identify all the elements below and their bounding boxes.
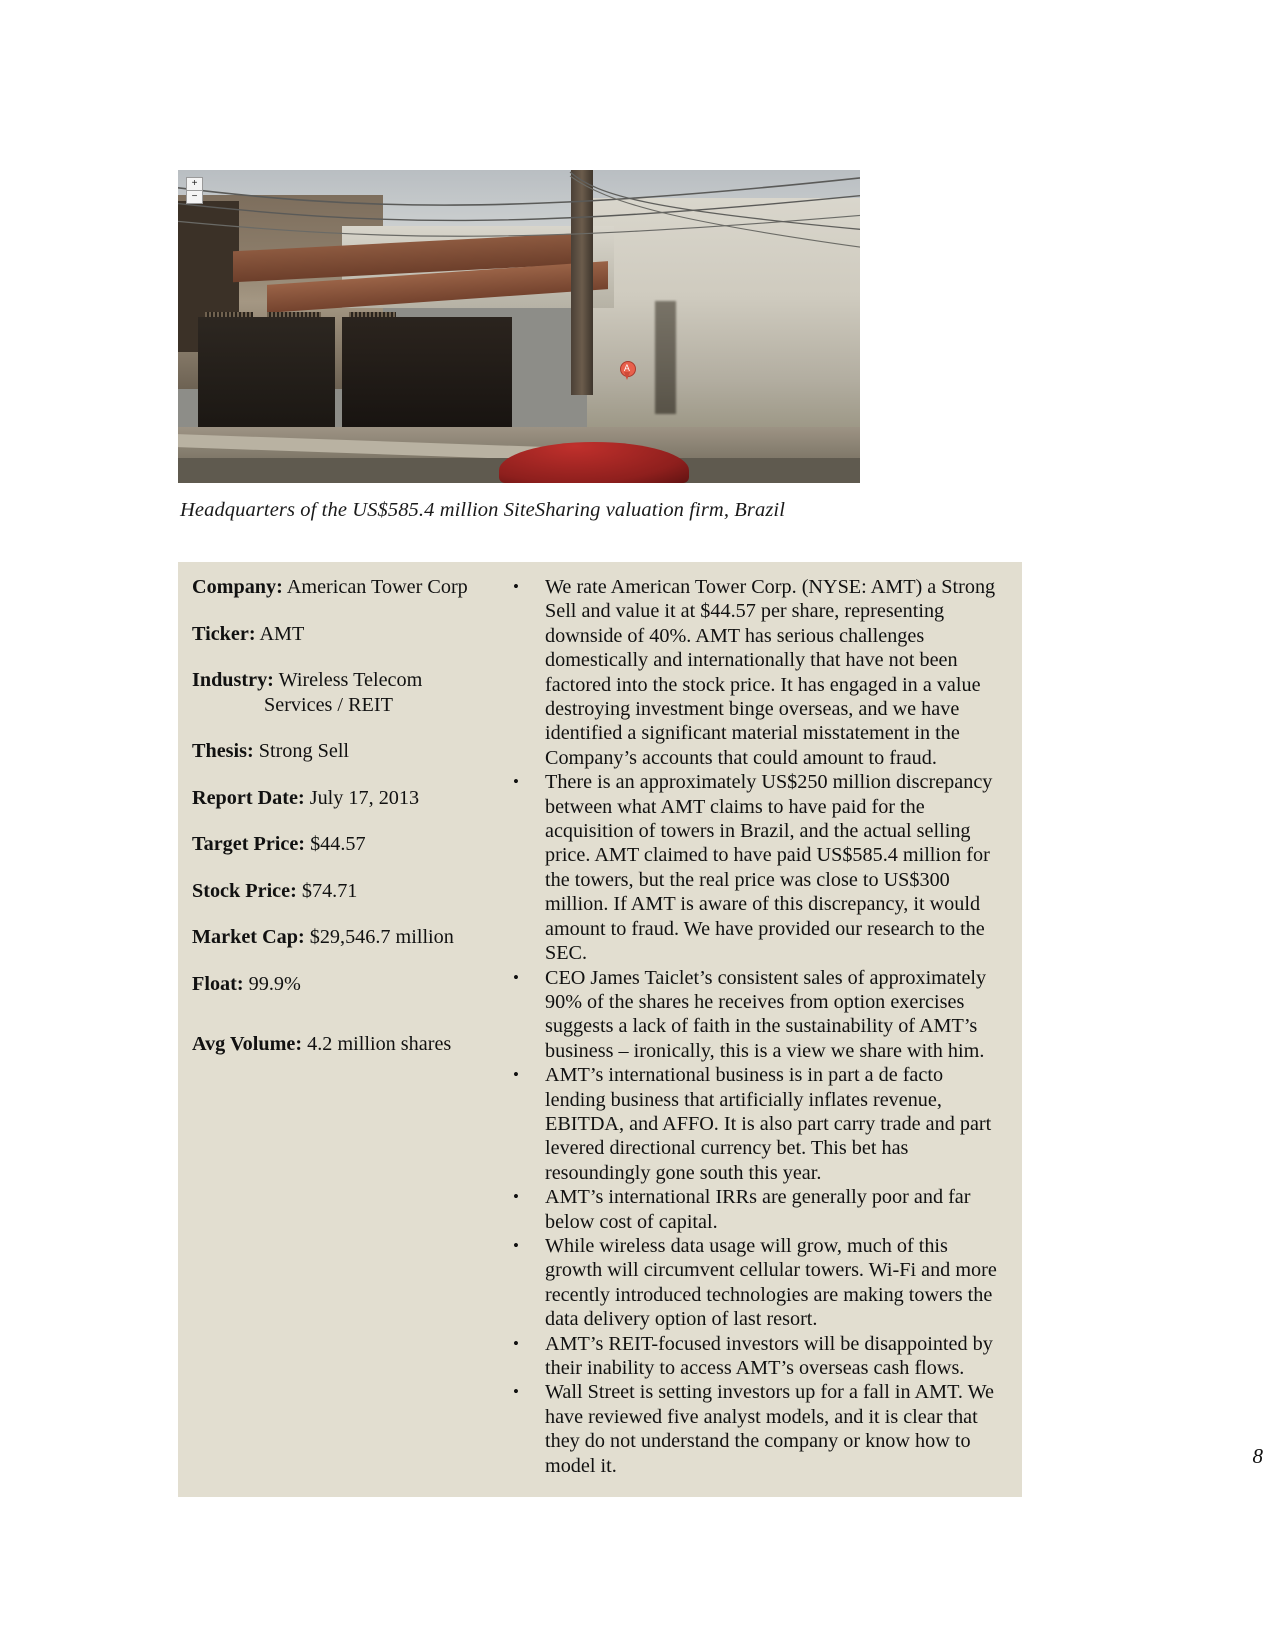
thesis-bullet: • While wireless data usage will grow, much of this growth will circumvent cellular towers. Wi-Fi and more recently introduced technologies are making towers the data delivery option of last resort.	[505, 1234, 1002, 1332]
fact-row	[192, 668, 495, 717]
fact-label: Industry:	[192, 669, 274, 691]
fact-value: Strong Sell	[253, 740, 350, 762]
fact-label: Market Cap:	[192, 926, 305, 948]
fact-value: $74.71	[296, 879, 358, 902]
fact-row	[192, 622, 495, 647]
fact-value: AMT	[255, 622, 305, 645]
fact-value: 99.9%	[243, 972, 301, 995]
thesis-bullet: • There is an approximately US$250 million discrepancy between what AMT claims to have paid for the acquisition of towers in Brazil, and the actual selling price. AMT claimed to have paid US$585.4 million for the towers, but the real price was close to US$300 million. If AMT is aware of this discrepancy, it would amount to fraud. We have provided our research to the SEC.	[505, 770, 1002, 965]
fact-label: Ticker:	[192, 622, 256, 645]
fact-label: Company:	[192, 576, 283, 598]
utility-pole	[571, 170, 593, 395]
thesis-bullet-list	[505, 575, 1002, 1478]
fact-row	[192, 925, 495, 950]
garage-door	[342, 317, 513, 433]
fact-row	[192, 832, 495, 857]
zoom-in-button[interactable]: +	[187, 178, 202, 191]
fact-row	[192, 1032, 495, 1057]
zoom-out-button[interactable]: −	[191, 191, 198, 202]
summary-info-box	[178, 562, 1022, 1497]
fact-label: Report Date:	[192, 786, 305, 809]
map-pin-label: A	[623, 362, 630, 373]
map-zoom-control[interactable]	[186, 177, 203, 204]
thesis-bullet: • AMT’s REIT-focused investors will be disappointed by their inability to access AMT’s overseas cash flows.	[505, 1332, 1002, 1381]
fact-label: Avg Volume:	[192, 1033, 303, 1055]
fact-label: Float:	[192, 972, 244, 995]
fact-row	[192, 575, 495, 600]
thesis-bullet: • Wall Street is setting investors up for a fall in AMT. We have reviewed five analyst models, and it is clear that they do not understand the company or know how to model it.	[505, 1380, 1002, 1478]
garage-door	[198, 317, 334, 430]
fact-value: American Tower Corp	[282, 576, 468, 598]
fact-row	[192, 786, 495, 811]
thesis-bullet: • We rate American Tower Corp. (NYSE: AMT) a Strong Sell and value it at $44.57 per share, representing downside of 40%. AMT has serious challenges domestically and internationally that have not been factored into the stock price. It has engaged in a value destroying investment binge overseas, and we have identified a significant material misstatement in the Company’s accounts that could amount to fraud.	[505, 575, 1002, 770]
fact-label: Target Price:	[192, 833, 306, 855]
fact-value: Wireless Telecom Services / REIT	[264, 669, 423, 716]
photo-caption: Headquarters of the US$585.4 million SiteSharing valuation firm, Brazil	[180, 499, 786, 521]
wall-stain	[655, 301, 675, 414]
page-number: 8	[1252, 1444, 1263, 1468]
map-pin-icon	[620, 361, 634, 381]
fact-value: $29,546.7 million	[304, 926, 454, 948]
thesis-bullet: • AMT’s international IRRs are generally poor and far below cost of capital.	[505, 1185, 1002, 1234]
fact-row	[192, 879, 495, 904]
fact-value: $44.57	[305, 833, 366, 855]
fact-label: Stock Price:	[192, 879, 297, 902]
fact-row	[192, 739, 495, 764]
thesis-bullet: • CEO James Taiclet’s consistent sales of approximately 90% of the shares he receives from option exercises suggests a lack of faith in the sustainability of AMT’s business – ironically, this is a view we share with him.	[505, 966, 1002, 1064]
fact-value: 4.2 million shares	[302, 1033, 452, 1055]
fact-value: July 17, 2013	[304, 786, 420, 809]
streetview-photo	[178, 170, 860, 483]
thesis-bullets-column	[505, 562, 1022, 1497]
fact-label: Thesis:	[192, 740, 254, 762]
concrete-wall	[587, 198, 860, 442]
fact-row	[192, 972, 495, 997]
thesis-bullet: • AMT’s international business is in part a de facto lending business that artificially inflates revenue, EBITDA, and AFFO. It is also part carry trade and part levered directional currency bet. This bet has resoundingly gone south this year.	[505, 1063, 1002, 1185]
company-facts-column	[178, 562, 505, 1497]
